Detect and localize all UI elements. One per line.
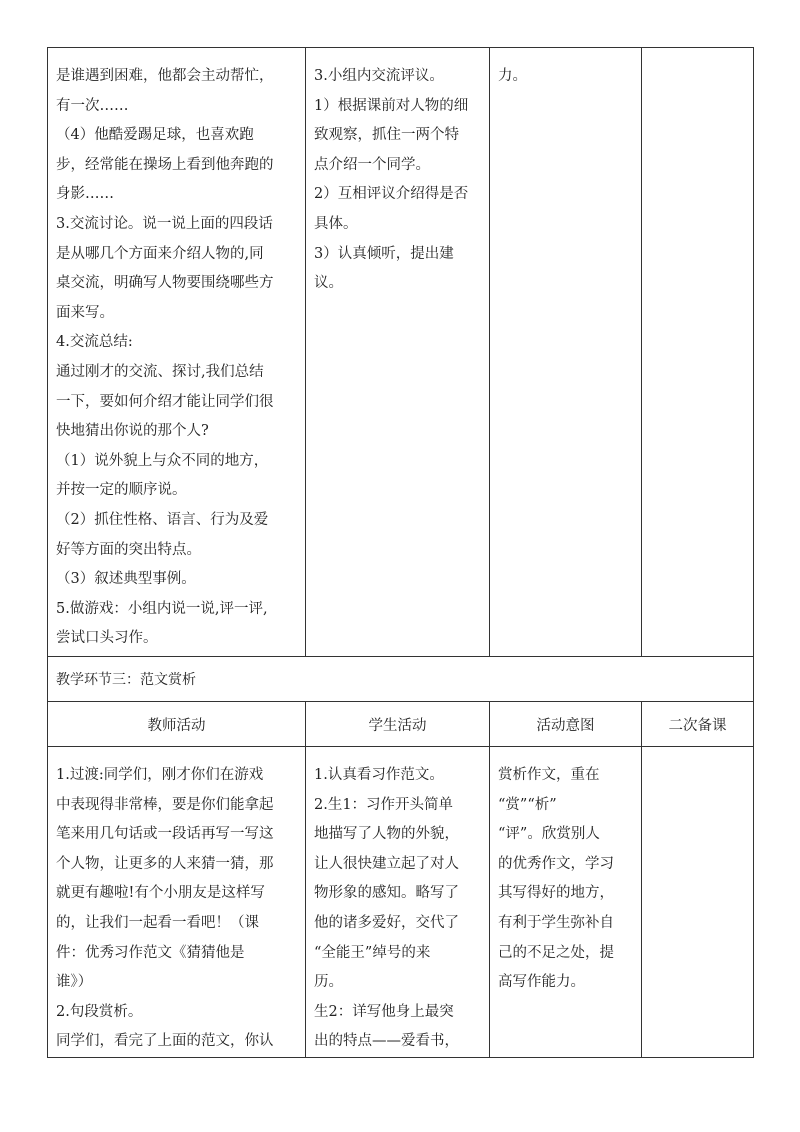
text-line: 桌交流，明确写人物要围绕哪些方 (56, 275, 274, 292)
section1-row (48, 48, 754, 657)
text-line: 力。 (498, 68, 527, 84)
text-line: 赏析作文，重在 (498, 767, 600, 783)
text-line: 生2：详写他身上最突 (314, 1003, 454, 1020)
text-line: 是谁遇到困难，他都会主动帮忙， (56, 68, 274, 84)
text-line: 有一次…… (56, 97, 129, 114)
text-line: 个人物，让更多的人来猜一猜，那 (56, 855, 274, 872)
text-line: 中表现得非常棒，要是你们能拿起 (56, 796, 274, 813)
section1-prep-cell (642, 48, 754, 657)
text-line: 3）认真倾听，提出建 (314, 245, 454, 262)
text-line: 让人很快建立起了对人 (314, 855, 459, 872)
text-line: 3.小组内交流评议。 (314, 68, 444, 84)
text-line: 高写作能力。 (498, 974, 585, 991)
section-title-row (48, 657, 754, 702)
section2-row (48, 747, 754, 1058)
text-line: 通过刚才的交流、探讨,我们总结 (56, 363, 264, 380)
text-line: 己的不足之处，提 (498, 944, 614, 961)
text-line: （1）说外貌上与众不同的地方， (56, 452, 269, 469)
header-second-prep: 二次备课 (642, 702, 754, 747)
text-line: 1）根据课前对人物的细 (314, 97, 469, 114)
text-line: 步，经常能在操场上看到他奔跑的 (56, 156, 274, 173)
section1-student-cell (306, 48, 490, 657)
text-line: 5.做游戏：小组内说一说,评一评, (56, 600, 268, 617)
text-line: 的，让我们一起看一看吧！（课 (56, 914, 259, 931)
text-line: 有利于学生弥补自 (498, 914, 614, 931)
header-activity-intent: 活动意图 (490, 702, 642, 747)
text-line: 出的特点——爱看书， (314, 1033, 459, 1050)
text-line: 是从哪几个方面来介绍人物的,同 (56, 245, 264, 262)
section2-teacher-cell (48, 747, 306, 1058)
text-line: “赏”“析” (498, 796, 557, 813)
text-line: 3.交流讨论。说一说上面的四段话 (56, 215, 273, 232)
section1-teacher-cell (48, 48, 306, 657)
text-line: （2）抓住性格、语言、行为及爱 (56, 511, 269, 528)
text-line: 2.句段赏析。 (56, 1003, 143, 1020)
text-line: （3）叙述典型事例。 (56, 571, 196, 588)
text-line: 的优秀作文，学习 (498, 855, 614, 872)
text-line: 件：优秀习作范文《猜猜他是 (56, 944, 245, 961)
lesson-plan-table (47, 47, 754, 1058)
text-line: 1.认真看习作范文。 (314, 767, 444, 783)
section2-intent-cell (490, 747, 642, 1058)
text-line: 面来写。 (56, 304, 114, 321)
text-line: 其写得好的地方， (498, 885, 614, 902)
section2-prep-cell (642, 747, 754, 1058)
text-line: 地描写了人物的外貌， (314, 826, 459, 843)
text-line: 他的诸多爱好，交代了 (314, 914, 459, 931)
text-line: 就更有趣啦!有个小朋友是这样写 (56, 885, 265, 902)
text-line: 2）互相评议介绍得是否 (314, 186, 469, 203)
text-line: 同学们，看完了上面的范文，你认 (56, 1033, 274, 1050)
header-teacher-activity: 教师活动 (48, 702, 306, 747)
text-line: “全能王”绰号的来 (314, 944, 431, 961)
text-line: 致观察，抓住一两个特 (314, 127, 459, 144)
text-line: 快地猜出你说的那个人? (56, 423, 209, 440)
text-line: 点介绍一个同学。 (314, 156, 430, 173)
section-title: 教学环节三：范文赏析 (48, 657, 754, 702)
text-line: 历。 (314, 974, 343, 991)
text-line: 尝试口头习作。 (56, 630, 158, 647)
text-line: 身影…… (56, 186, 114, 203)
text-line: 议。 (314, 275, 343, 292)
header-student-activity: 学生活动 (306, 702, 490, 747)
text-line: 物形象的感知。略写了 (314, 885, 459, 902)
text-line: （4）他酷爱踢足球，也喜欢跑 (56, 127, 254, 144)
text-line: 2.生1：习作开头简单 (314, 796, 454, 813)
text-line: 具体。 (314, 215, 358, 232)
text-line: 好等方面的突出特点。 (56, 541, 201, 558)
header-row (48, 702, 754, 747)
text-line: 笔来用几句话或一段话再写一写这 (56, 826, 274, 843)
text-line: 并按一定的顺序说。 (56, 482, 187, 499)
text-line: 一下，要如何介绍才能让同学们很 (56, 393, 274, 410)
text-line: 1.过渡:同学们，刚才你们在游戏 (56, 767, 264, 783)
text-line: 谁》） (56, 974, 93, 991)
text-line: 4.交流总结: (56, 334, 133, 351)
section1-intent-cell (490, 48, 642, 657)
section2-student-cell (306, 747, 490, 1058)
text-line: “评”。欣赏别人 (498, 826, 600, 843)
